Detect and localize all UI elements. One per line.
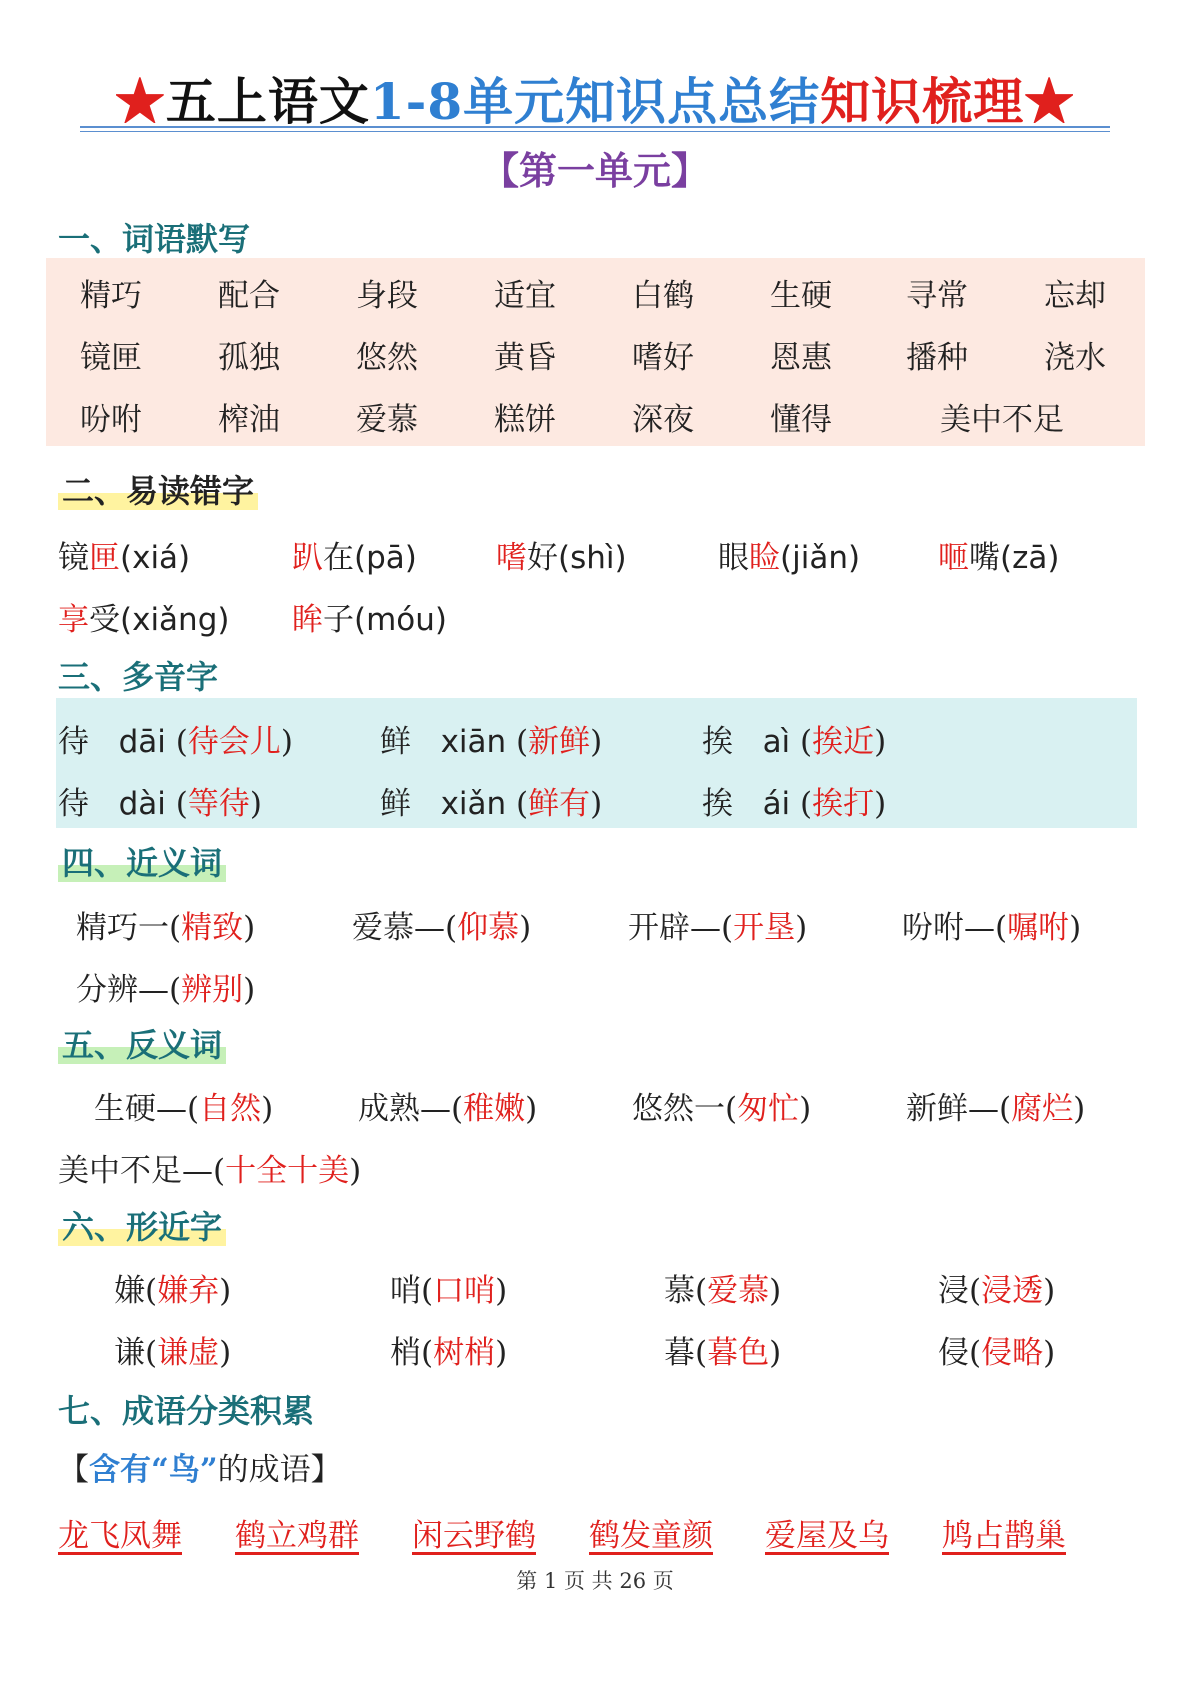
synonym-item: 分辨—(辨别) xyxy=(76,972,256,1008)
vocab-word: 镜匣 xyxy=(80,340,142,376)
similar-char-item: 谦(谦虚) xyxy=(114,1335,232,1371)
similar-char-item: 暮(暮色) xyxy=(664,1335,782,1371)
idiom-item: 爱屋及乌 xyxy=(765,1518,889,1554)
vocab-word: 寻常 xyxy=(906,278,968,314)
similar-char-item: 哨(口哨) xyxy=(390,1273,508,1309)
idiom-item: 鹤立鸡群 xyxy=(235,1518,359,1554)
misread-item: 眼睑(jiǎn) xyxy=(718,540,861,576)
similar-char-item: 侵(侵略) xyxy=(938,1335,1056,1371)
polyphone-item: 鲜 xiǎn (鲜有) xyxy=(380,786,603,822)
title-underline xyxy=(80,131,1110,132)
star-icon: ★ xyxy=(1024,72,1076,131)
antonym-item: 成熟—(稚嫩) xyxy=(358,1091,538,1127)
vocab-word: 适宜 xyxy=(494,278,556,314)
polyphone-item: 待 dài (等待) xyxy=(58,786,262,822)
section-heading-similar-chars: 六、形近字 xyxy=(58,1202,226,1248)
antonym-item: 美中不足—(十全十美) xyxy=(58,1153,362,1189)
vocab-word: 孤独 xyxy=(218,340,280,376)
similar-char-item: 梢(树梢) xyxy=(390,1335,508,1371)
polyphone-item: 挨 aì (挨近) xyxy=(702,724,887,760)
synonym-item: 爱慕—(仰慕) xyxy=(352,910,532,946)
vocab-word: 糕饼 xyxy=(494,402,556,438)
misread-item: 眸子(móu) xyxy=(292,602,447,638)
vocab-word: 榨油 xyxy=(218,402,280,438)
vocab-word: 播种 xyxy=(906,340,968,376)
similar-char-item: 浸(浸透) xyxy=(938,1273,1056,1309)
antonym-item: 生硬—(自然) xyxy=(94,1091,274,1127)
synonym-item: 精巧一(精致) xyxy=(76,910,256,946)
unit-title: 【第一单元】 xyxy=(480,148,709,193)
misread-item: 镜匣(xiá) xyxy=(58,540,191,576)
misread-item: 嗜好(shì) xyxy=(496,540,627,576)
idiom-item: 鸠占鹊巢 xyxy=(942,1518,1066,1554)
vocab-word: 生硬 xyxy=(770,278,832,314)
idiom-item: 鹤发童颜 xyxy=(589,1518,713,1554)
vocab-word: 懂得 xyxy=(770,402,832,438)
vocab-word: 深夜 xyxy=(632,402,694,438)
vocab-word: 美中不足 xyxy=(940,402,1064,438)
vocab-word: 悠然 xyxy=(356,340,418,376)
idiom-item: 龙飞凤舞 xyxy=(58,1518,182,1554)
antonym-item: 新鲜—(腐烂) xyxy=(906,1091,1086,1127)
vocab-word: 身段 xyxy=(356,278,418,314)
idiom-category-label: 【含有“鸟”的成语】 xyxy=(58,1452,342,1488)
vocab-word: 精巧 xyxy=(80,278,142,314)
section-heading-polyphone: 三、多音字 xyxy=(58,658,219,696)
misread-item: 趴在(pā) xyxy=(292,540,417,576)
polyphone-item: 挨 ái (挨打) xyxy=(702,786,887,822)
vocab-word: 白鹤 xyxy=(632,278,694,314)
vocab-word: 嗜好 xyxy=(632,340,694,376)
vocab-word: 吩咐 xyxy=(80,402,142,438)
page-footer: 第 1 页 共 26 页 xyxy=(516,1569,674,1593)
section-heading-vocab: 一、词语默写 xyxy=(58,220,251,258)
similar-char-item: 嫌(嫌弃) xyxy=(114,1273,232,1309)
synonym-item: 吩咐—(嘱咐) xyxy=(902,910,1082,946)
star-icon: ★ xyxy=(114,72,166,131)
misread-item: 咂嘴(zā) xyxy=(938,540,1060,576)
vocab-word: 浇水 xyxy=(1044,340,1106,376)
vocab-word: 爱慕 xyxy=(356,402,418,438)
misread-item: 享受(xiǎng) xyxy=(58,602,230,638)
vocab-word: 黄昏 xyxy=(494,340,556,376)
idiom-item: 闲云野鹤 xyxy=(412,1518,536,1554)
polyphone-item: 鲜 xiān (新鲜) xyxy=(380,724,603,760)
page-title: ★五上语文1-8单元知识点总结知识梳理★ xyxy=(114,72,1076,131)
synonym-item: 开辟—(开垦) xyxy=(628,910,808,946)
antonym-item: 悠然一(匆忙) xyxy=(632,1091,812,1127)
title-underline xyxy=(80,126,1110,128)
section-heading-synonyms: 四、近义词 xyxy=(58,838,226,884)
polyphone-item: 待 dāi (待会儿) xyxy=(58,724,293,760)
vocab-word: 忘却 xyxy=(1044,278,1106,314)
section-heading-antonyms: 五、反义词 xyxy=(58,1020,226,1066)
section-heading-idioms: 七、成语分类积累 xyxy=(58,1392,315,1430)
similar-char-item: 慕(爱慕) xyxy=(664,1273,782,1309)
vocab-word: 恩惠 xyxy=(770,340,832,376)
section-heading-misread: 二、易读错字 xyxy=(58,466,258,512)
vocab-word: 配合 xyxy=(218,278,280,314)
